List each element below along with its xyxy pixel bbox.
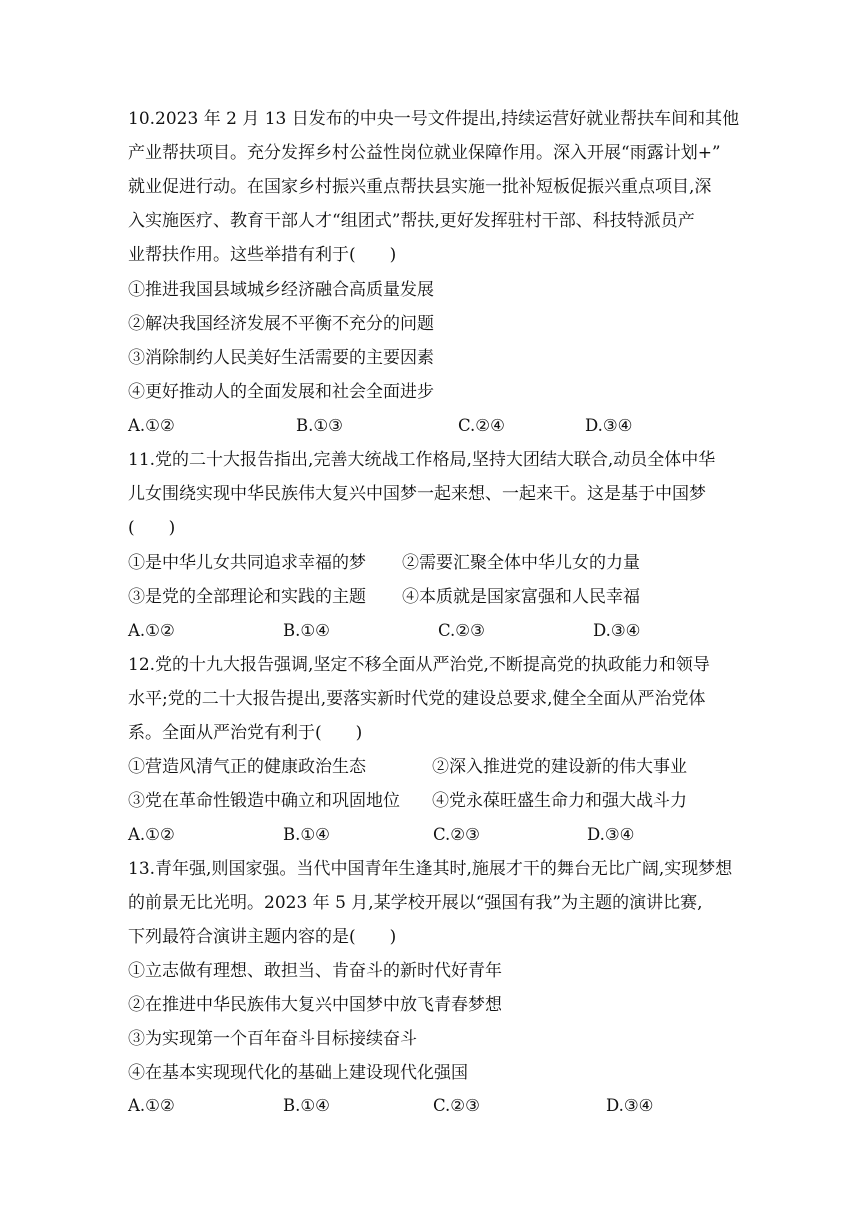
q10-option-d: D.③④ xyxy=(585,416,633,435)
q13-option-c: C.②③ xyxy=(433,1096,480,1115)
q13-item-4: ④在基本实现现代化的基础上建设现代化强国 xyxy=(128,1063,468,1083)
q13-stem-line-2: 的前景无比光明。2023 年 5 月,某学校开展以“强国有我”为主题的演讲比赛, xyxy=(128,893,703,913)
q11-stem-line-2: 儿女围绕实现中华民族伟大复兴中国梦一起来想、一起来干。这是基于中国梦 xyxy=(128,484,706,504)
q13-stem-line-1: 13.青年强,则国家强。当代中国青年生逢其时,施展才干的舞台无比广阔,实现梦想 xyxy=(128,859,733,879)
q10-option-b: B.①③ xyxy=(296,416,343,435)
q11-option-c: C.②③ xyxy=(438,621,485,640)
q10-item-1: ①推进我国县域城乡经济融合高质量发展 xyxy=(128,280,434,300)
q12-item-4: ④党永葆旺盛生命力和强大战斗力 xyxy=(432,791,687,811)
q12-option-a: A.①② xyxy=(128,825,175,844)
q12-option-b: B.①④ xyxy=(283,825,330,844)
q11-item-2: ②需要汇聚全体中华儿女的力量 xyxy=(402,553,640,573)
q12-option-c: C.②③ xyxy=(433,825,480,844)
q13-option-b: B.①④ xyxy=(283,1096,330,1115)
q12-option-d: D.③④ xyxy=(587,825,635,844)
q13-item-3: ③为实现第一个百年奋斗目标接续奋斗 xyxy=(128,1029,417,1049)
q13-option-a: A.①② xyxy=(128,1096,175,1115)
q13-option-d: D.③④ xyxy=(606,1096,654,1115)
q13-item-1: ①立志做有理想、敢担当、肯奋斗的新时代好青年 xyxy=(128,961,502,981)
q12-stem-line-3: 系。全面从严治党有利于( ) xyxy=(128,723,363,743)
q10-stem-line-5: 业帮扶作用。这些举措有利于( ) xyxy=(128,245,397,265)
q10-option-a: A.①② xyxy=(128,416,175,435)
q11-stem-line-3: ( ) xyxy=(128,518,176,538)
q10-stem-line-4: 入实施医疗、教育干部人才“组团式”帮扶,更好发挥驻村干部、科技特派员产 xyxy=(128,211,695,231)
q11-stem-line-1: 11.党的二十大报告指出,完善大统战工作格局,坚持大团结大联合,动员全体中华 xyxy=(128,450,716,470)
q11-option-d: D.③④ xyxy=(593,621,641,640)
q11-option-a: A.①② xyxy=(128,621,175,640)
q11-item-4: ④本质就是国家富强和人民幸福 xyxy=(402,587,640,607)
q12-stem-line-2: 水平;党的二十大报告提出,要落实新时代党的建设总要求,健全全面从严治党体 xyxy=(128,689,706,709)
q10-stem-line-1: 10.2023 年 2 月 13 日发布的中央一号文件提出,持续运营好就业帮扶车间和其他 xyxy=(128,109,740,129)
q11-item-3: ③是党的全部理论和实践的主题 xyxy=(128,587,366,607)
q10-item-4: ④更好推动人的全面发展和社会全面进步 xyxy=(128,382,434,402)
q13-stem-line-3: 下列最符合演讲主题内容的是( ) xyxy=(128,927,397,947)
q10-item-2: ②解决我国经济发展不平衡不充分的问题 xyxy=(128,314,434,334)
q10-stem-line-3: 就业促进行动。在国家乡村振兴重点帮扶县实施一批补短板促振兴重点项目,深 xyxy=(128,177,712,197)
q11-option-b: B.①④ xyxy=(283,621,330,640)
q12-item-3: ③党在革命性锻造中确立和巩固地位 xyxy=(128,791,400,811)
q10-option-c: C.②④ xyxy=(458,416,505,435)
q12-item-1: ①营造风清气正的健康政治生态 xyxy=(128,757,366,777)
q10-item-3: ③消除制约人民美好生活需要的主要因素 xyxy=(128,348,434,368)
q12-stem-line-1: 12.党的十九大报告强调,坚定不移全面从严治党,不断提高党的执政能力和领导 xyxy=(128,655,710,675)
q12-item-2: ②深入推进党的建设新的伟大事业 xyxy=(432,757,687,777)
q11-item-1: ①是中华儿女共同追求幸福的梦 xyxy=(128,553,366,573)
q10-stem-line-2: 产业帮扶项目。充分发挥乡村公益性岗位就业保障作用。深入开展“雨露计划+” xyxy=(128,143,721,163)
q13-item-2: ②在推进中华民族伟大复兴中国梦中放飞青春梦想 xyxy=(128,995,502,1015)
